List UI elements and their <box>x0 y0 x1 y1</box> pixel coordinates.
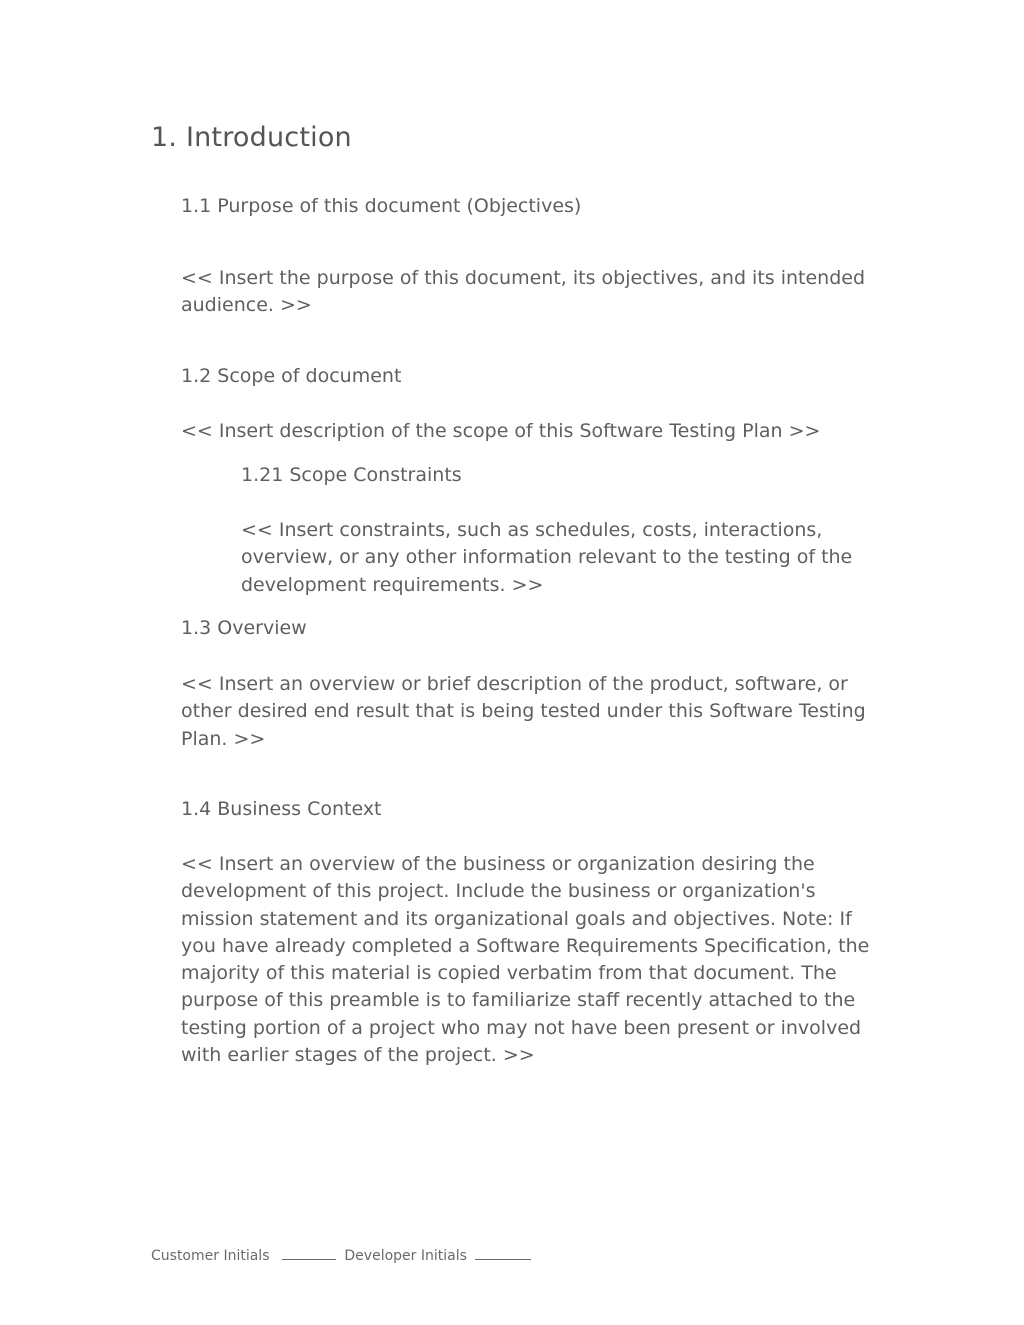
section-1-1-body: << Insert the purpose of this document, its objectives, and its intended audience. >> <box>181 267 866 317</box>
section-1-2-heading: 1.2 Scope of document <box>181 365 402 387</box>
customer-initials-label: Customer Initials <box>151 1248 270 1264</box>
section-1-4-heading: 1.4 Business Context <box>181 798 382 820</box>
initials-footer <box>151 1245 531 1264</box>
section-1-1-heading: 1.1 Purpose of this document (Objectives) <box>181 195 582 217</box>
customer-initials-field[interactable] <box>282 1245 336 1260</box>
developer-initials-label: Developer Initials <box>344 1248 467 1264</box>
section-1-2-body: << Insert description of the scope of this Software Testing Plan >> <box>181 420 821 442</box>
section-1-3-body: << Insert an overview or brief description of the product, software, or other desired end result that is being tested under this Software Testing Plan. >> <box>181 673 866 750</box>
section-1-4-body: << Insert an overview of the business or organization desiring the development of this project. Include the business or organization's mission statement and its organizational goals and objectives. Note: If you have already completed a Software Requirements Specification, the majority of this material is copied verbatim from that document. The purpose of this preamble is to familiarize staff recently attached to the testing portion of a project who may not have been present or involved with earlier stages of the project. >> <box>181 853 870 1067</box>
section-1-21-heading: 1.21 Scope Constraints <box>241 464 462 486</box>
section-1-21-body: << Insert constraints, such as schedules, costs, interactions, overview, or any other information relevant to the testing of the development requirements. >> <box>241 519 853 596</box>
section-1-3-heading: 1.3 Overview <box>181 617 307 639</box>
developer-initials-field[interactable] <box>475 1245 531 1260</box>
page-title: 1. Introduction <box>151 122 352 153</box>
